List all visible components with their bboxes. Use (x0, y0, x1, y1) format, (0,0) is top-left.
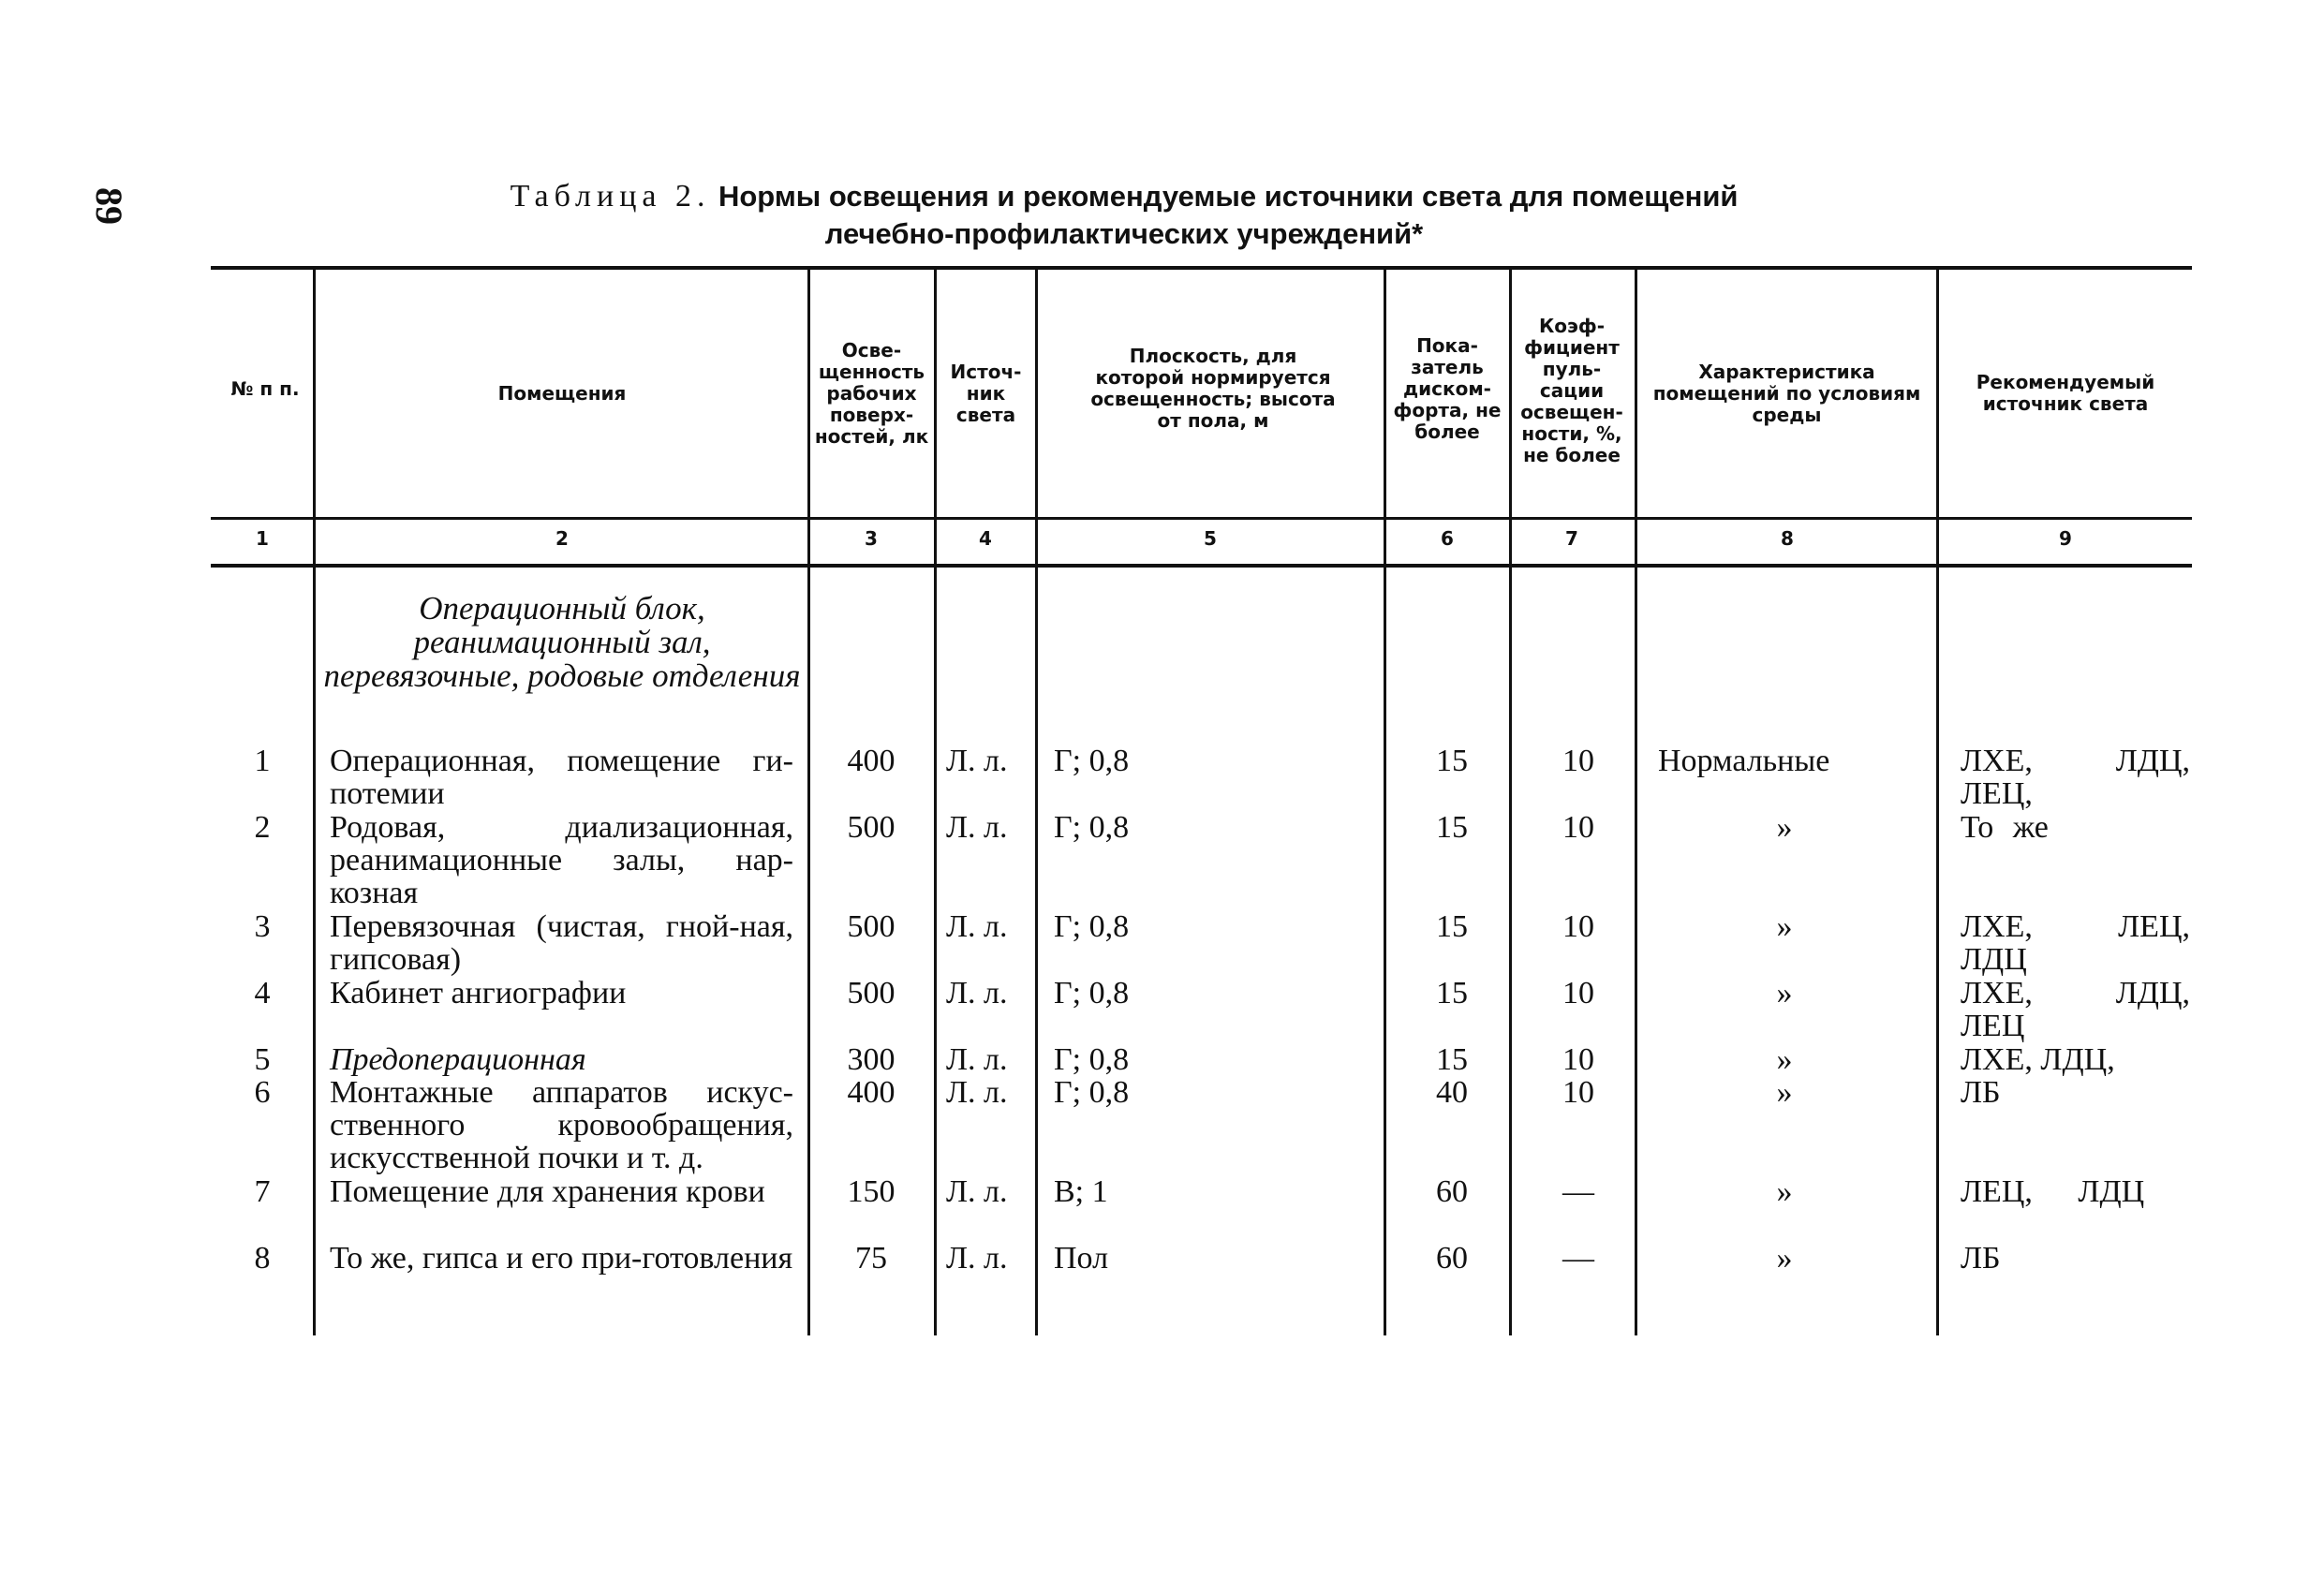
row-number: 7 (254, 1174, 271, 1209)
table-caption (187, 178, 2061, 253)
row-room: Операционная, помещение ги-потемии (330, 744, 793, 811)
row-lux: 500 (847, 810, 896, 845)
column-divider (1509, 268, 1512, 1335)
header-room: Помещения (497, 381, 627, 405)
row-pulsation: 10 (1562, 909, 1594, 944)
row-lux: 500 (847, 976, 896, 1010)
row-environment: » (1776, 909, 1793, 944)
row-number: 5 (254, 1042, 271, 1077)
row-plane: Г; 0,8 (1054, 744, 1130, 778)
row-room: Монтажные аппаратов искус-ственного кровообращения, искусственной почки и т. д. (330, 1075, 793, 1175)
row-discomfort: 60 (1436, 1241, 1468, 1276)
table-top-rule (211, 266, 2192, 270)
row-discomfort: 15 (1436, 810, 1468, 845)
row-plane: Г; 0,8 (1054, 909, 1130, 944)
column-divider (934, 268, 937, 1335)
row-source: Л. л. (946, 744, 1008, 778)
row-recommended: ЛБ (1961, 1075, 2001, 1110)
column-number: 5 (1204, 527, 1217, 550)
caption-lead: Таблица 2. (510, 179, 711, 214)
row-number: 3 (254, 909, 271, 944)
row-lux: 400 (847, 744, 896, 778)
row-plane: Пол (1054, 1241, 1109, 1276)
header-environment: Характеристика помещений по условиям среды (1652, 360, 1921, 426)
column-divider (807, 268, 810, 1335)
row-discomfort: 15 (1436, 909, 1468, 944)
header-discomfort: Пока-затель диском-форта, не более (1393, 333, 1502, 443)
row-pulsation: 10 (1562, 1042, 1594, 1077)
column-number: 3 (865, 527, 878, 550)
row-lux: 400 (847, 1075, 896, 1110)
row-environment: » (1776, 976, 1793, 1010)
row-number: 1 (254, 744, 271, 778)
row-lux: 300 (847, 1042, 896, 1077)
row-source: Л. л. (946, 810, 1008, 845)
row-source: Л. л. (946, 1241, 1008, 1276)
row-environment: Нормальные (1658, 744, 1830, 778)
column-divider (1635, 268, 1637, 1335)
column-number: 9 (2059, 527, 2072, 550)
row-source: Л. л. (946, 1075, 1008, 1110)
row-number: 6 (254, 1075, 271, 1110)
caption-title-line2: лечебно-профилактических учреждений* (824, 217, 1424, 250)
row-room: Перевязочная (чистая, гной-ная, гипсовая) (330, 909, 793, 977)
row-discomfort: 15 (1436, 1042, 1468, 1077)
row-plane: Г; 0,8 (1054, 1075, 1130, 1110)
row-room: Родовая, диализационная, реанимационные залы, нар-козная (330, 810, 793, 910)
row-pulsation: 10 (1562, 1075, 1594, 1110)
row-recommended: ЛЕЦ, ЛДЦ (1961, 1174, 2145, 1209)
row-environment: » (1776, 1042, 1793, 1077)
row-number: 8 (254, 1241, 271, 1276)
column-number: 8 (1781, 527, 1794, 550)
row-pulsation: 10 (1562, 810, 1594, 845)
row-room: Кабинет ангиографии (330, 976, 627, 1010)
row-pulsation: 10 (1562, 744, 1594, 778)
row-discomfort: 15 (1436, 744, 1468, 778)
row-source: Л. л. (946, 909, 1008, 944)
row-discomfort: 60 (1436, 1174, 1468, 1209)
column-number: 7 (1565, 527, 1578, 550)
row-discomfort: 40 (1436, 1075, 1468, 1110)
row-room: Предоперационная (330, 1042, 586, 1077)
section-title: Операционный блок, реанимационный зал, перевязочные, родовые отделения (323, 590, 801, 694)
column-divider (1936, 268, 1939, 1335)
caption-title-line1: Нормы освещения и рекомендуемые источники света для помещений (718, 180, 1739, 213)
header-num: № п п. (230, 376, 300, 400)
row-environment: » (1776, 1174, 1793, 1209)
row-plane: Г; 0,8 (1054, 976, 1130, 1010)
header-pulsation: Коэф-фициент пуль-сации освещен-ности, %, не более (1520, 315, 1623, 466)
row-source: Л. л. (946, 1174, 1008, 1209)
row-plane: В; 1 (1054, 1174, 1108, 1209)
row-recommended: То же (1961, 810, 2049, 845)
row-lux: 150 (847, 1174, 896, 1209)
header-bottom-rule (211, 517, 2192, 520)
row-recommended: ЛХЕ, ЛДЦ, (1961, 1042, 2115, 1077)
column-number: 4 (979, 527, 992, 550)
row-number: 4 (254, 976, 271, 1010)
header-lux: Осве-щенность рабочих поверх-ностей, лк (814, 338, 929, 448)
row-environment: » (1776, 810, 1793, 845)
row-number: 2 (254, 810, 271, 845)
row-recommended: ЛБ (1961, 1241, 2001, 1276)
row-environment: » (1776, 1241, 1793, 1276)
row-plane: Г; 0,8 (1054, 810, 1130, 845)
column-numbers-rule (211, 564, 2192, 568)
row-source: Л. л. (946, 1042, 1008, 1077)
row-recommended: ЛХЕ, ЛЕЦ, ЛДЦ (1961, 909, 2190, 977)
row-pulsation: — (1562, 1241, 1594, 1276)
column-number: 2 (555, 527, 569, 550)
row-lux: 75 (855, 1241, 887, 1276)
column-divider (313, 268, 316, 1335)
row-lux: 500 (847, 909, 896, 944)
header-plane: Плоскость, для которой нормируется освещенность; высота от пола, м (1090, 345, 1336, 432)
row-pulsation: 10 (1562, 976, 1594, 1010)
row-source: Л. л. (946, 976, 1008, 1010)
header-source: Источ-ник света (950, 360, 1022, 426)
header-recommended: Рекомендуемый источник света (1976, 371, 2155, 415)
row-room: То же, гипса и его при-готовления (330, 1241, 793, 1276)
column-number: 6 (1441, 527, 1454, 550)
row-recommended: ЛХЕ, ЛДЦ, ЛЕЦ, (1961, 744, 2190, 811)
row-environment: » (1776, 1075, 1793, 1110)
row-discomfort: 15 (1436, 976, 1468, 1010)
row-room: Помещение для хранения крови (330, 1174, 765, 1209)
page-number: 89 (88, 187, 130, 225)
row-recommended: ЛХЕ, ЛДЦ, ЛЕЦ (1961, 976, 2190, 1043)
row-pulsation: — (1562, 1174, 1594, 1209)
column-number: 1 (256, 527, 269, 550)
row-plane: Г; 0,8 (1054, 1042, 1130, 1077)
